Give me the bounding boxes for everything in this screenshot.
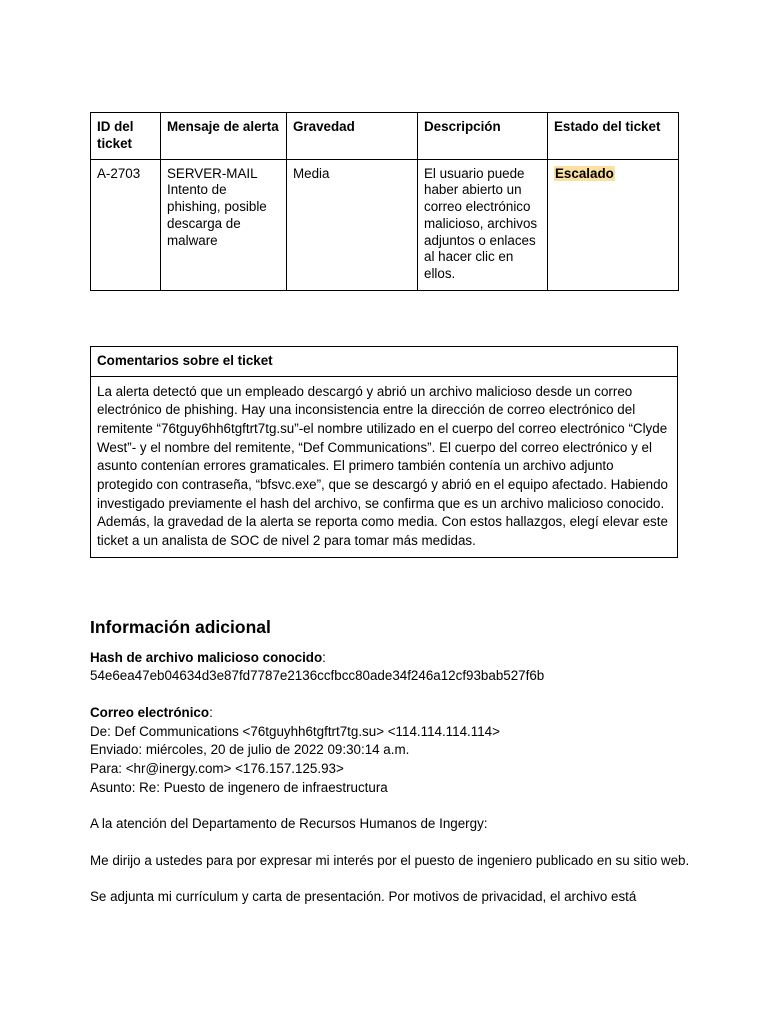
comments-table: [90, 346, 678, 558]
cell-severity: Media: [287, 159, 418, 290]
header-ticket-id: ID del ticket: [91, 113, 161, 160]
email-label: Correo electrónico: [90, 705, 210, 720]
comments-header-row: [91, 347, 678, 377]
additional-info-heading: Información adicional: [90, 617, 271, 637]
spacer: [90, 797, 690, 815]
header-description: Descripción: [418, 113, 548, 160]
cell-alert-message: SERVER-MAIL Intento de phishing, posible descarga de malware: [161, 159, 287, 290]
cell-ticket-id: A-2703: [91, 159, 161, 290]
spacer: [90, 686, 690, 704]
cell-description: El usuario puede haber abierto un correo electrónico malicioso, archivos adjuntos o enlaces al hacer clic en ellos.: [418, 159, 548, 290]
hash-label: Hash de archivo malicioso conocido: [90, 649, 323, 665]
email-label-line: Correo electrónico:: [90, 705, 213, 720]
spacer: [90, 834, 690, 852]
status-badge: Escalado: [555, 165, 614, 181]
header-alert-message: Mensaje de alerta: [161, 113, 287, 160]
comments-body-row: [91, 376, 678, 558]
email-subject: Asunto: Re: Puesto de ingenero de infraestructura: [90, 779, 388, 795]
email-greeting: A la atención del Departamento de Recursos Humanos de Ingergy:: [90, 816, 488, 832]
additional-info-section: [90, 616, 690, 907]
header-ticket-status: Estado del ticket: [548, 113, 679, 160]
ticket-table: [90, 112, 679, 291]
ticket-table-header-row: [91, 113, 679, 160]
hash-value: 54e6ea47eb04634d3e87fd7787e2136ccfbcc80ade34f246a12cf93bab527f6b: [90, 668, 545, 684]
table-row: [91, 159, 679, 290]
cell-ticket-status: [548, 159, 679, 290]
header-severity: Gravedad: [287, 113, 418, 160]
comments-title: Comentarios sobre el ticket: [91, 347, 678, 377]
email-paragraph-1: Me dirijo a ustedes para por expresar mi interés por el puesto de ingeniero publicado en su sitio web.: [90, 852, 690, 868]
hash-label-line: Hash de archivo malicioso conocido:: [90, 649, 326, 665]
email-sent: Enviado: miércoles, 20 de julio de 2022 09:30:14 a.m.: [90, 742, 410, 758]
email-from: De: Def Communications <76tguyhh6tgftrt7tg.su> <114.114.114.114>: [90, 723, 500, 739]
spacer: [90, 870, 690, 888]
email-to: Para: <hr@inergy.com> <176.157.125.93>: [90, 760, 344, 776]
comments-body: La alerta detectó que un empleado descargó y abrió un archivo malicioso desde un correo electrónico de phishing. Hay una inconsistencia entre la dirección de correo electrónico del remitente “76tguy6hh6tgftrt7tg.su”-el nombre utilizado en el cuerpo del correo electrónico “Clyde West”- y el nombre del remitente, “Def Communications”. El cuerpo del correo electrónico y el asunto contenían errores gramaticales. El primero también contenía un archivo adjunto protegido con contraseña, “bfsvc.exe”, que se descargó y abrió en el equipo afectado. Habiendo investigado previamente el hash del archivo, se confirma que es un archivo malicioso conocido. Además, la gravedad de la alerta se reporta como media. Con estos hallazgos, elegí elevar este ticket a un analista de SOC de nivel 2 para tomar más medidas.: [91, 376, 678, 558]
email-paragraph-2: Se adjunta mi currículum y carta de presentación. Por motivos de privacidad, el archivo está: [90, 889, 637, 905]
